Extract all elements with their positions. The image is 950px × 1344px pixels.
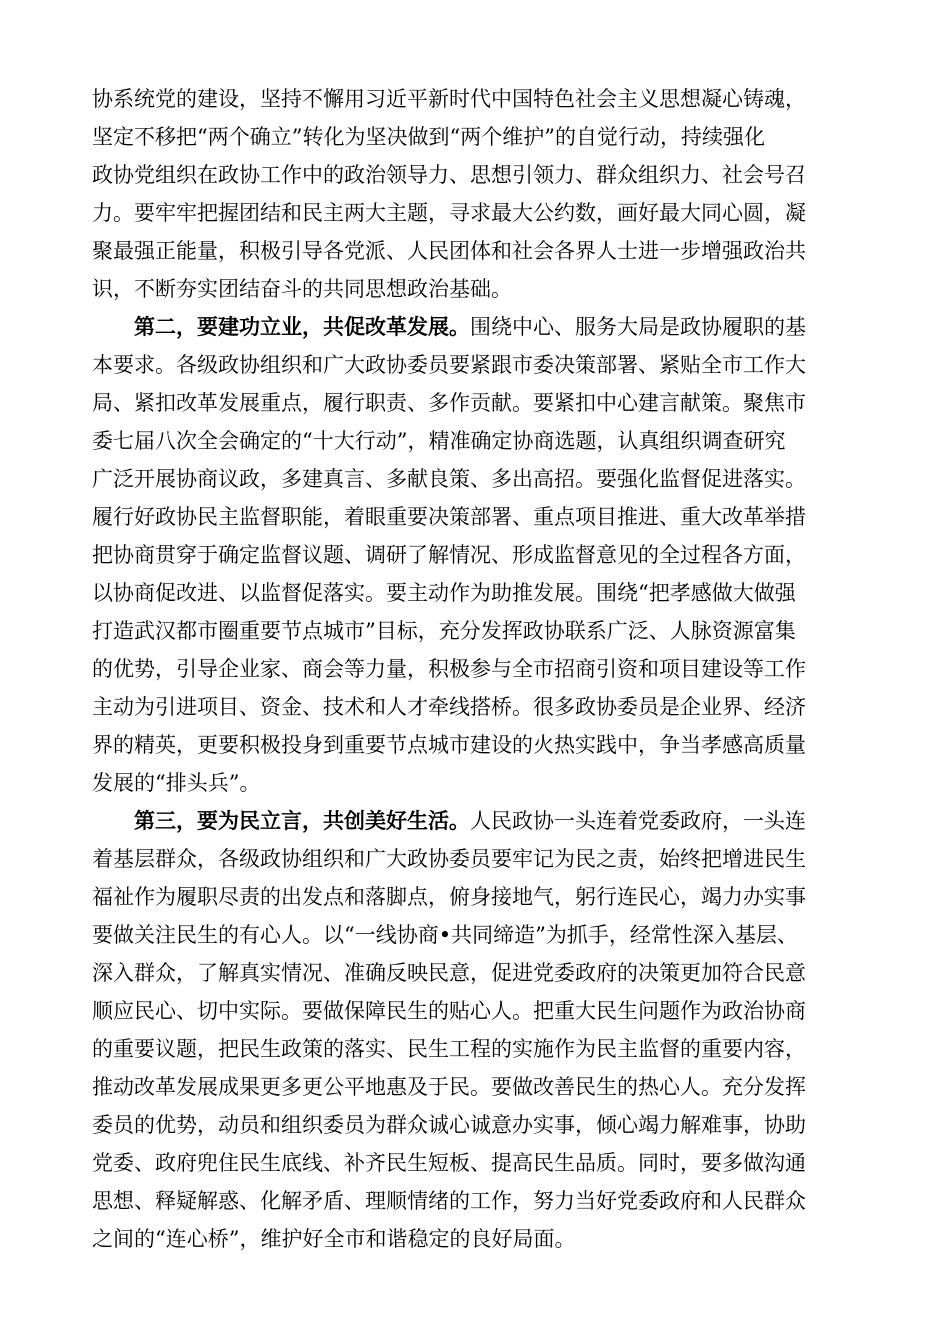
text-line: 力。要牢牢把握团结和民主两大主题，寻求最大公约数，画好最大同心圆，凝: [92, 201, 806, 225]
text-line: 福祉作为履职尽责的出发点和落脚点，俯身接地气，躬行连民心，竭力办实事: [92, 885, 806, 909]
text-line: 着基层群众，各级政协组织和广大政协委员要牢记为民之责，始终把增进民生: [92, 847, 806, 871]
text-line: 人民政协一头连着党委政府，一头连: [470, 809, 806, 833]
paragraph-reform-development: [92, 308, 872, 802]
text-line: 聚最强正能量，积极引导各党派、人民团体和社会各界人士进一步增强政治共: [92, 239, 806, 263]
text-line: 界的精英，更要积极投身到重要节点城市建设的火热实践中，争当孝感高质量: [92, 733, 806, 757]
text-line: 局、紧扣改革发展重点，履行职责、多作贡献。要紧扣中心建言献策。聚焦市: [92, 391, 806, 415]
text-line: 之间的“连心桥”，维护好全市和谐稳定的良好局面。: [92, 1227, 576, 1251]
text-line: 要做关注民生的有心人。以“一线协商•共同缔造”为抓手，经常性深入基层、: [92, 923, 798, 947]
text-line: 以协商促改进、以监督促落实。要主动作为助推发展。围绕“把孝感做大做强: [92, 581, 796, 605]
text-line: 深入群众，了解真实情况、准确反映民意，促进党委政府的决策更加符合民意: [92, 961, 806, 985]
text-line: 政协党组织在政协工作中的政治领导力、思想引领力、群众组织力、社会号召: [92, 163, 806, 187]
text-line: 主动为引进项目、资金、技术和人才牵线搭桥。很多政协委员是企业界、经济: [92, 695, 806, 719]
text-line: 识，不断夯实团结奋斗的共同思想政治基础。: [92, 277, 512, 301]
text-line: 委七届八次全会确定的“十大行动”，精准确定协商选题，认真组织调查研究: [92, 429, 786, 453]
text-line: 思想、释疑解惑、化解矛盾、理顺情绪的工作，努力当好党委政府和人民群众: [92, 1189, 806, 1213]
text-line: 的优势，引导企业家、商会等力量，积极参与全市招商引资和项目建设等工作: [92, 657, 806, 681]
text-line: 把协商贯穿于确定监督议题、调研了解情况、形成监督意见的全过程各方面，: [92, 543, 806, 567]
text-line: 协系统党的建设，坚持不懈用习近平新时代中国特色社会主义思想凝心铸魂，: [92, 87, 806, 111]
paragraph-first-line: [92, 802, 872, 840]
document-body: [92, 80, 872, 1258]
text-line: 的重要议题，把民生政策的落实、民生工程的实施作为民主监督的重要内容，: [92, 1037, 806, 1061]
text-line: 广泛开展协商议政，多建真言、多献良策、多出高招。要强化监督促进落实。: [92, 467, 806, 491]
text-line: 党委、政府兜住民生底线、补齐民生短板、提高民生品质。同时，要多做沟通: [92, 1151, 806, 1175]
text-line: 履行好政协民主监督职能，着眼重要决策部署、重点项目推进、重大改革举措: [92, 505, 806, 529]
paragraph-first-line: [92, 308, 872, 346]
text-line: 本要求。各级政协组织和广大政协委员要紧跟市委决策部署、紧贴全市工作大: [92, 353, 806, 377]
paragraph-people-livelihood: [92, 802, 872, 1258]
text-line: 委员的优势，动员和组织委员为群众诚心诚意办实事，倾心竭力解难事，协助: [92, 1113, 806, 1137]
text-line: 顺应民心、切中实际。要做保障民生的贴心人。把重大民生问题作为政治协商: [92, 999, 806, 1023]
text-line: 围绕中心、服务大局是政协履职的基: [470, 315, 806, 339]
text-line: 坚定不移把“两个确立”转化为坚决做到“两个维护”的自觉行动，持续强化: [92, 125, 765, 149]
paragraph-party-building: [92, 80, 872, 308]
text-line: 推动改革发展成果更多更公平地惠及于民。要做改善民生的热心人。充分发挥: [92, 1075, 806, 1099]
section-heading: 第二，要建功立业，共促改革发展。: [134, 314, 470, 339]
text-line: 打造武汉都市圈重要节点城市”目标，充分发挥政协联系广泛、人脉资源富集: [92, 619, 796, 643]
section-heading: 第三，要为民立言，共创美好生活。: [134, 808, 470, 833]
text-line: 发展的“排头兵”。: [92, 771, 261, 795]
